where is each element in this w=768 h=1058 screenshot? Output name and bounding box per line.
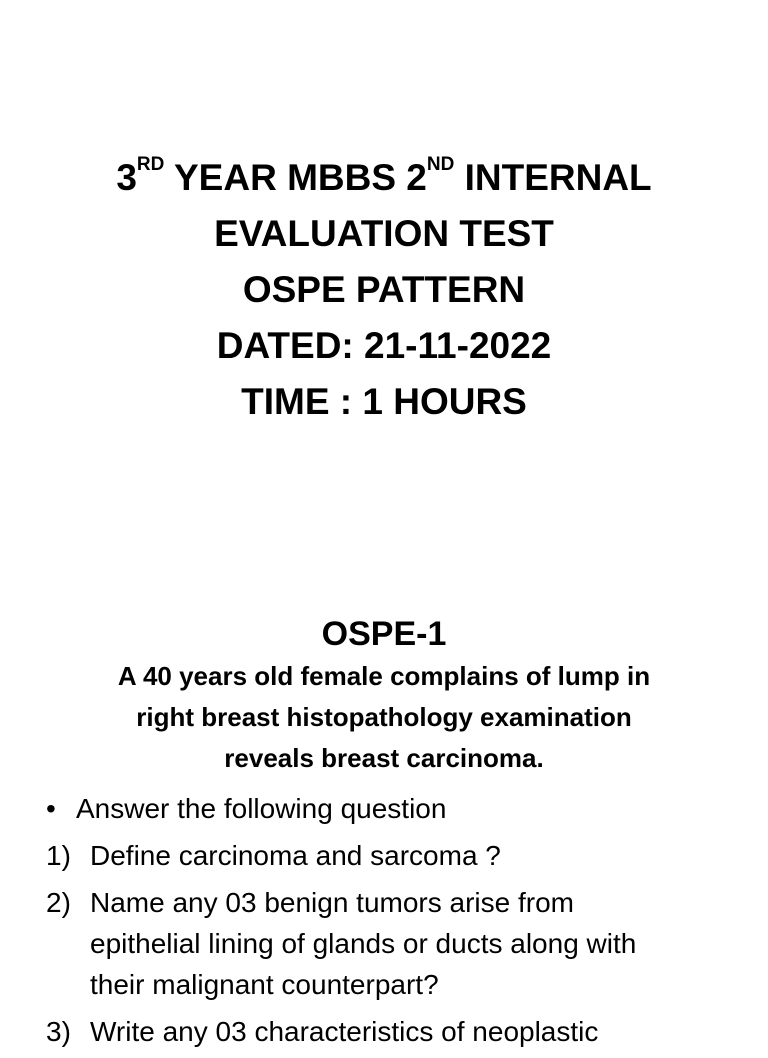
question-list: [46, 788, 746, 1058]
title-internal-end: INTERNAL: [454, 157, 652, 198]
slide-title: [0, 150, 768, 430]
question-line: Define carcinoma and sarcoma ?: [90, 840, 501, 871]
question-line: Write any 03 characteristics of neoplastic: [90, 1016, 599, 1047]
question-text: [90, 882, 746, 1005]
case-line-2: right breast histopathology examination: [136, 702, 632, 732]
ospe-heading: OSPE-1: [321, 615, 447, 653]
title-year-mid: YEAR MBBS 2: [164, 157, 427, 198]
question-item-1: [46, 835, 746, 876]
title-line-1: [0, 150, 768, 206]
question-line: Name any 03 benign tumors arise from: [90, 887, 574, 918]
question-item-2: [46, 882, 746, 1005]
question-number: 2): [46, 887, 71, 918]
case-line-1: A 40 years old female complains of lump in: [117, 661, 651, 691]
title-date: DATED: 21-11-2022: [216, 325, 552, 366]
case-description: [0, 656, 768, 779]
case-line-3: reveals breast carcinoma.: [224, 743, 544, 773]
title-year-number: 3: [116, 157, 137, 198]
title-internal-superscript: ND: [426, 154, 455, 175]
question-text: [90, 835, 746, 876]
question-line: epithelial lining of glands or ducts along with: [90, 928, 637, 959]
question-text: [90, 1011, 746, 1052]
bullet-icon: •: [46, 793, 56, 824]
question-item-3: [46, 1011, 746, 1052]
question-line: their malignant counterpart?: [90, 969, 439, 1000]
title-time: TIME : 1 HOURS: [241, 381, 527, 422]
question-intro-text: Answer the following question: [76, 793, 447, 824]
question-number: 3): [46, 1016, 71, 1047]
title-line-3: OSPE PATTERN: [242, 269, 526, 310]
title-line-2: EVALUATION TEST: [214, 213, 554, 254]
question-intro: [46, 788, 746, 829]
title-year-superscript: RD: [136, 154, 165, 175]
question-number: 1): [46, 840, 71, 871]
